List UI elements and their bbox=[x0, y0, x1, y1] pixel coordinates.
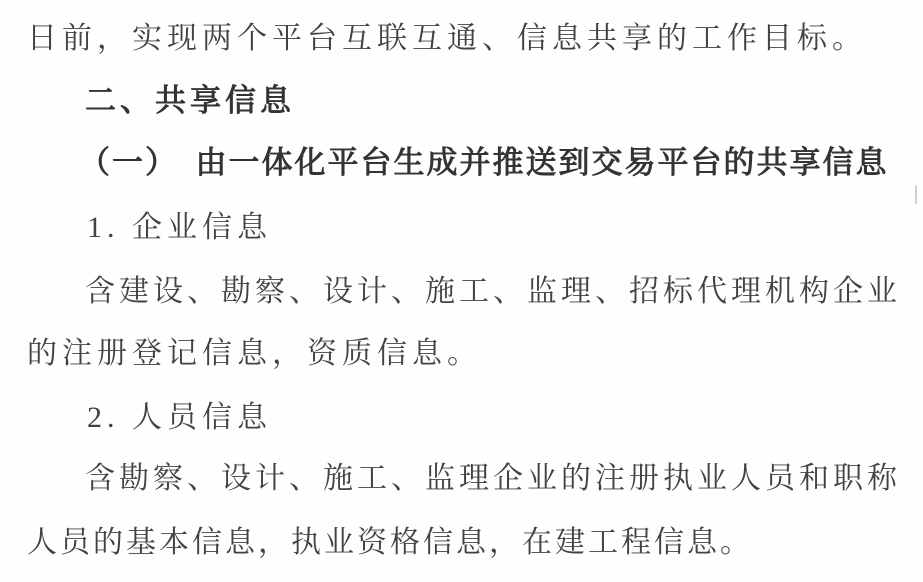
scan-edge-artifact bbox=[915, 186, 917, 204]
paragraph-continuation-line: 日前，实现两个平台互联互通、信息共享的工作目标。 bbox=[27, 22, 867, 55]
item-1-body-line-1: 含建设、勘察、设计、施工、监理、招标代理机构企业 bbox=[85, 275, 901, 308]
item-2-heading: 2. 人员信息 bbox=[87, 401, 272, 434]
item-1-heading: 1. 企业信息 bbox=[87, 211, 272, 244]
item-2-body-line-1: 含勘察、设计、施工、监理企业的注册执业人员和职称 bbox=[85, 462, 901, 495]
subsection-heading-1: （一） 由一体化平台生成并推送到交易平台的共享信息 bbox=[79, 145, 889, 180]
item-1-body-line-2: 的注册登记信息，资质信息。 bbox=[27, 337, 482, 370]
item-2-body-line-2: 人员的基本信息，执业资格信息，在建工程信息。 bbox=[27, 526, 753, 559]
section-heading-share-info: 二、共享信息 bbox=[85, 83, 295, 118]
